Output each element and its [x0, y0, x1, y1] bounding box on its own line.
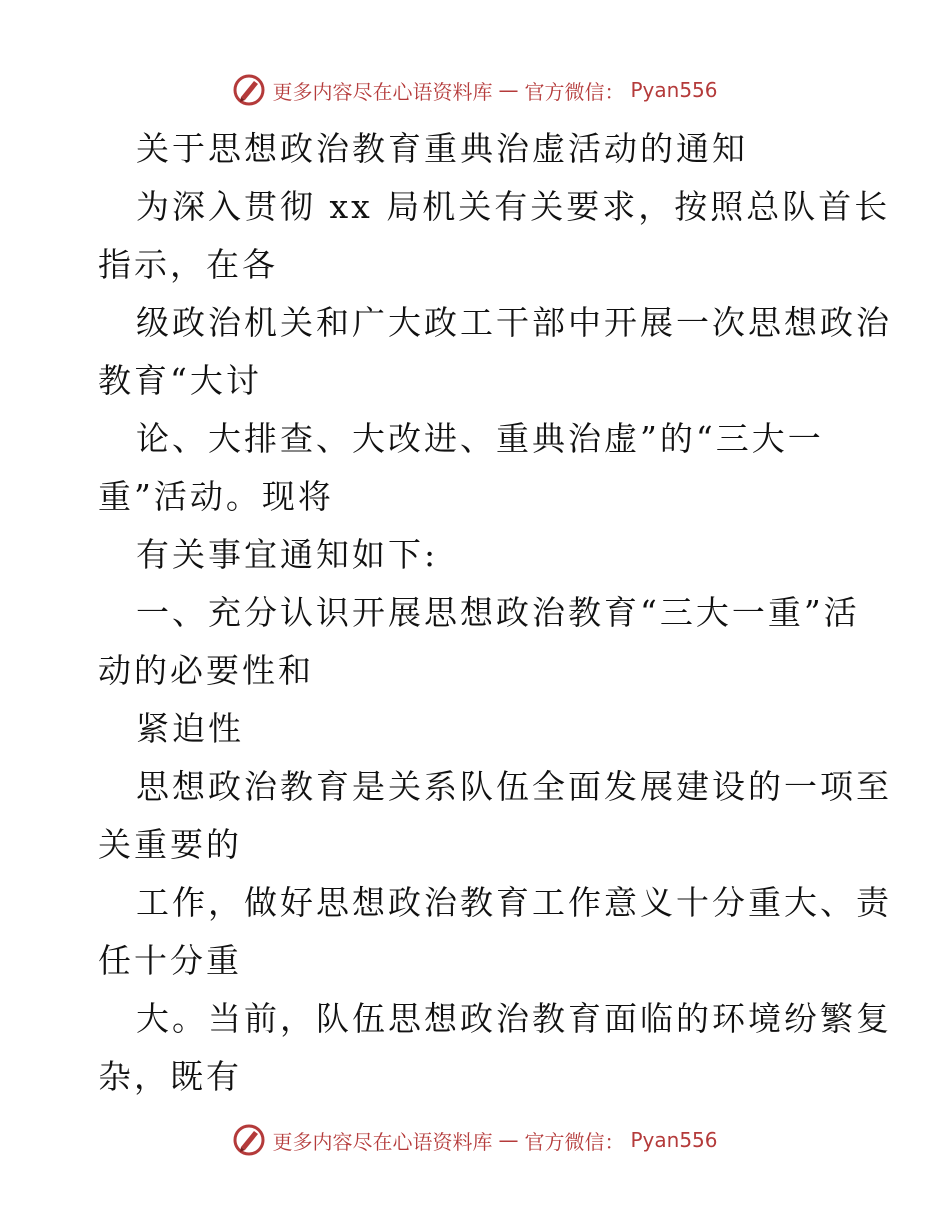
- text-line: 为深入贯彻 xx 局机关有关要求，按照总队首长: [136, 187, 891, 226]
- header-banner: [0, 70, 950, 110]
- text-line: 动的必要性和: [98, 651, 314, 690]
- text-line: 紧迫性: [136, 709, 244, 748]
- banner-wechat-label: 官方微信：: [524, 79, 625, 104]
- banner-wechat-id: Pyan556: [630, 1128, 718, 1152]
- text-line: 有关事宜通知如下:: [136, 535, 439, 574]
- text-line: 重”活动。现将: [98, 477, 334, 516]
- text-line: 关重要的: [98, 825, 242, 864]
- text-line: 教育“大讨: [98, 361, 262, 400]
- text-line: 级政治机关和广大政工干部中开展一次思想政治: [136, 303, 892, 342]
- text-line: 大。当前，队伍思想政治教育面临的环境纷繁复: [136, 999, 892, 1038]
- text-line: 一、充分认识开展思想政治教育“三大一重”活: [136, 593, 860, 632]
- pen-logo-icon: [232, 73, 266, 107]
- banner-text: 更多内容尽在心语资料库: [272, 79, 493, 104]
- pen-logo-icon: [232, 1123, 266, 1157]
- text-line: 任十分重: [98, 941, 242, 980]
- banner-separator: —: [498, 78, 519, 102]
- text-line: 关于思想政治教育重典治虚活动的通知: [136, 129, 748, 168]
- footer-banner: [0, 1120, 950, 1160]
- document-body: [98, 120, 892, 1106]
- banner-wechat-id: Pyan556: [630, 78, 718, 102]
- banner-separator: —: [498, 1128, 519, 1152]
- text-line: 论、大排查、大改进、重典治虚”的“三大一: [136, 419, 824, 458]
- text-line: 工作，做好思想政治教育工作意义十分重大、责: [136, 883, 892, 922]
- text-line: 杂，既有: [98, 1057, 242, 1096]
- banner-wechat-label: 官方微信：: [524, 1129, 625, 1154]
- text-line: 指示，在各: [98, 245, 278, 284]
- text-line: 思想政治教育是关系队伍全面发展建设的一项至: [136, 767, 892, 806]
- banner-text: 更多内容尽在心语资料库: [272, 1129, 493, 1154]
